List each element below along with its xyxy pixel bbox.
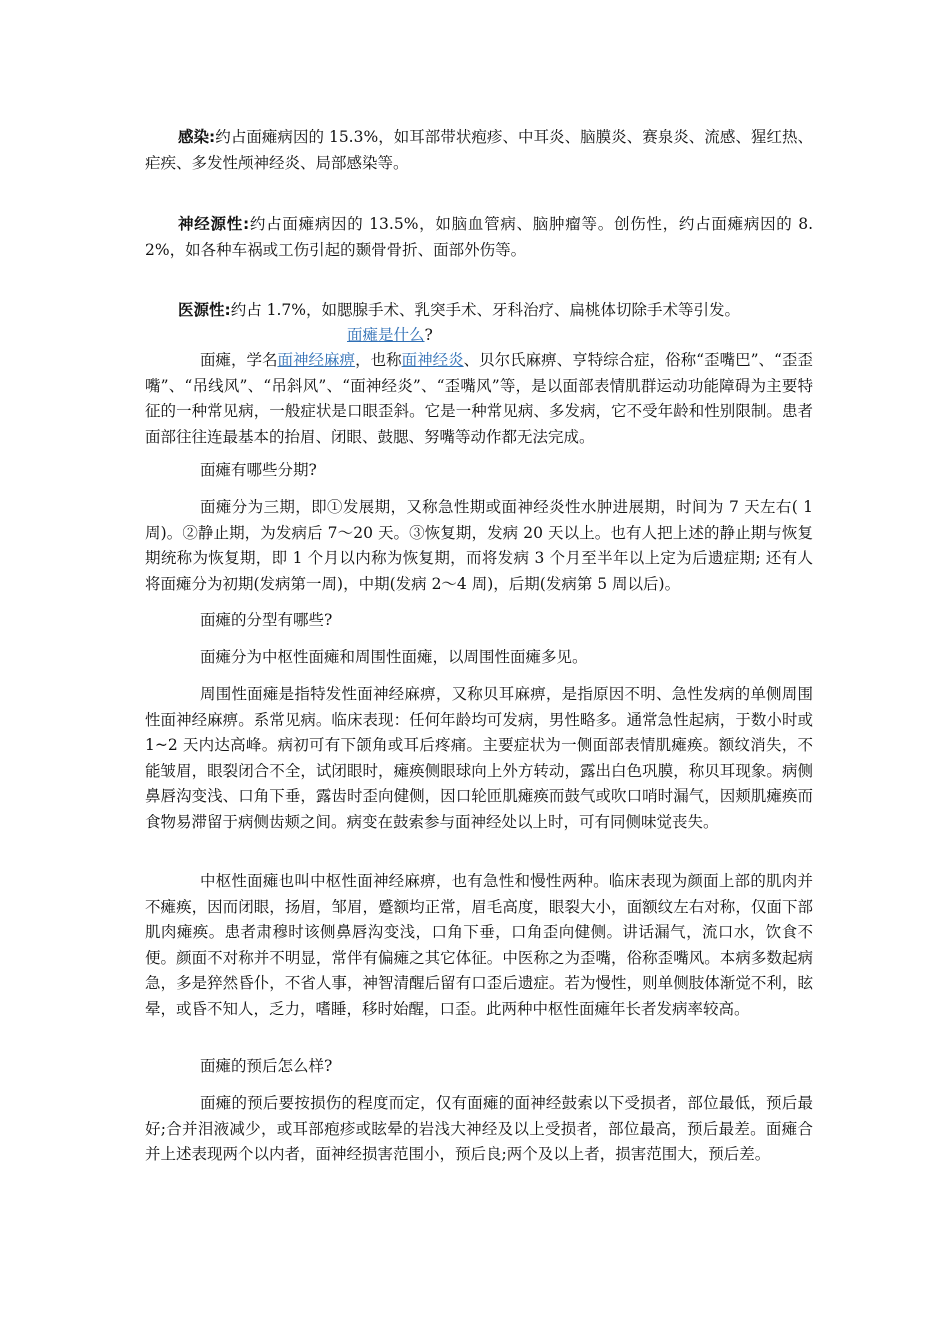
prognosis-question: 面瘫的预后怎么样? [200, 1057, 333, 1075]
what-is-heading [145, 323, 813, 349]
types-question: 面瘫的分型有哪些? [200, 611, 333, 629]
central-paragraph: 中枢性面瘫也叫中枢性面神经麻痹，也有急性和慢性两种。临床表现为颜面上部的肌肉并不瘫痪，因而闭眼，扬眉，邹眉，蹙额均正常，眉毛高度，眼裂大小，面额纹左右对称，仅面下部肌肉瘫痪。患者肃穆时该侧鼻唇沟变浅，口角下垂，口角歪向健侧。讲话漏气，流口水，饮食不便。颜面不对称并不明显，常伴有偏瘫之其它体征。中医称之为歪嘴，俗称歪嘴风。本病多数起病急，多是猝然昏仆，不省人事，神智清醒后留有口歪后遗症。若为慢性，则单侧肢体渐觉不利，眩晕，或昏不知人，乏力，嗜睡，移时始醒，口歪。此两种中枢性面瘫年长者发病率较高。 [145, 872, 813, 1018]
definition-text-2: ，也称 [355, 351, 402, 369]
definition-paragraph [145, 348, 813, 450]
infection-paragraph [145, 125, 813, 176]
iatrogenic-paragraph [145, 298, 813, 324]
peripheral-paragraph: 周围性面瘫是指特发性面神经麻痹，又称贝耳麻痹，是指原因不明、急性发病的单侧周围性面神经麻痹。系常见病。临床表现：任何年龄均可发病，男性略多。通常急性起病，于数小时或 1~2 天内达高峰。病初可有下颌角或耳后疼痛。主要症状为一侧面部表情肌瘫痪。额纹消失，不能皱眉，眼裂闭合不全，试闭眼时，瘫痪侧眼球向上外方转动，露出白色巩膜，称贝耳现象。病侧鼻唇沟变浅、口角下垂，露齿时歪向健侧，因口轮匝肌瘫痪而鼓气或吹口哨时漏气，因颊肌瘫痪而食物易滞留于病侧齿颊之间。病变在鼓索参与面神经处以上时，可有同侧味觉丧失。 [145, 685, 813, 831]
facial-neuritis-link[interactable]: 面神经炎 [401, 351, 464, 369]
iatrogenic-label: 医源性: [178, 301, 231, 319]
facial-nerve-paralysis-link[interactable]: 面神经麻痹 [277, 351, 356, 369]
what-is-link[interactable]: 面瘫是什么 [347, 326, 425, 344]
neurogenic-text: 约占面瘫病因的 13.5%，如脑血管病、脑肿瘤等。创伤性，约占面瘫病因的 8.2%，如各种车祸或工伤引起的颞骨骨折、面部外伤等。 [145, 215, 813, 259]
infection-label: 感染: [178, 128, 216, 146]
definition-text-1: 面瘫，学名 [200, 351, 278, 369]
definition-text-3: 、贝尔氏麻痹、亨特综合症，俗称“歪嘴巴”、“歪歪嘴”、“吊线风”、“吊斜风”、“面神经炎”、“歪嘴风”等，是以面部表情肌群运动功能障碍为主要特征的一种常见病，一般症状是口眼歪斜。它是一种常见病、多发病，它不受年龄和性别限制。患者面部往往连最基本的抬眉、闭眼、鼓腮、努嘴等动作都无法完成。 [145, 351, 813, 446]
neurogenic-label: 神经源性: [178, 215, 250, 233]
prognosis-answer: 面瘫的预后要按损伤的程度而定，仅有面瘫的面神经鼓索以下受损者，部位最低，预后最好;合并泪液减少，或耳部疱疹或眩晕的岩浅大神经及以上受损者，部位最高，预后最差。面瘫合并上述表现两个以内者，面神经损害范围小，预后良;两个及以上者，损害范围大，预后差。 [145, 1094, 813, 1164]
stages-answer: 面瘫分为三期，即①发展期，又称急性期或面神经炎性水肿进展期，时间为 7 天左右( 1 周)。②静止期，为发病后 7～20 天。③恢复期，发病 20 天以上。也有人把上述的静止期与恢复期统称为恢复期，即 1 个月以内称为恢复期，而将发病 3 个月至半年以上定为后遗症期; 还有人将面瘫分为初期(发病第一周)，中期(发病 2～4 周)，后期(发病第 5 周以后)。 [145, 498, 813, 593]
neurogenic-paragraph [145, 212, 813, 263]
types-answer: 面瘫分为中枢性面瘫和周围性面瘫，以周围性面瘫多见。 [200, 648, 588, 666]
what-is-suffix: ? [424, 326, 433, 344]
stages-question: 面瘫有哪些分期? [200, 461, 317, 479]
infection-text: 约占面瘫病因的 15.3%，如耳部带状疱疹、中耳炎、脑膜炎、赛泉炎、流感、猩红热、疟疾、多发性颅神经炎、局部感染等。 [145, 128, 814, 172]
iatrogenic-text: 约占 1.7%，如腮腺手术、乳突手术、牙科治疗、扁桃体切除手术等引发。 [230, 301, 741, 319]
